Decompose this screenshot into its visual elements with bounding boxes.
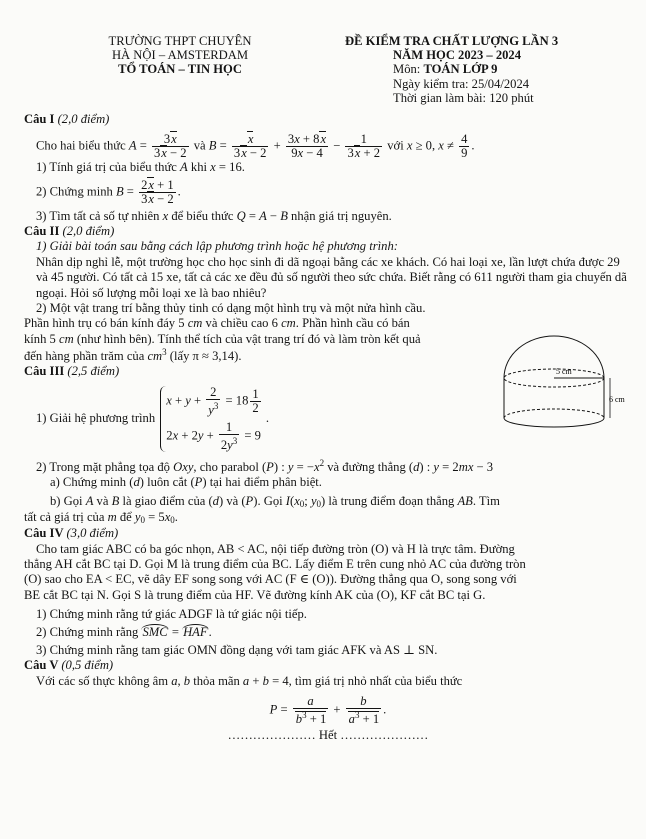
q1-part1: 1) Tính giá trị của biểu thức A khi x = 16. bbox=[36, 160, 245, 175]
q3-part1: 1) Giải hệ phương trình x + y + $\frac{2}{y^3}$ = 18 $\frac{1}{2}$ 2x + 2y + $\frac{1}{2y^3}$ = 9 . bbox=[36, 384, 269, 452]
q3-title: Câu III (2,5 điểm) bbox=[24, 364, 120, 379]
q2-part1-text: Nhân dịp nghỉ lễ, một trường học cho học sinh đi dã ngoại bằng các xe khách. Có hai loại xe, lần lượt chứa được 29 và 45 người. Có tất cả 15 xe, tất cả các xe đều đủ số người theo sức chứa. Biết rằng có 611 người tham gia chuyến dã ngoại. Hỏi số lượng mỗi loại xe là bao nhiêu? bbox=[36, 254, 627, 300]
school-name-1: TRƯỜNG THPT CHUYÊN bbox=[108, 34, 252, 48]
q1-part2: 2) Chứng minh B = $\frac{2x + 1}{3x - 2}$ . bbox=[36, 177, 181, 206]
q3-part2: 2) Trong mặt phẳng tọa độ Oxy, cho parabol (P) : $y = -x^2$ và đường thẳng (d) : y = 2mx − 3 bbox=[36, 457, 494, 474]
q4-part2: 2) Chứng minh rằng SMC = HAF. bbox=[36, 625, 212, 640]
bottom-front-arc bbox=[504, 418, 604, 427]
q1-title: Câu I (2,0 điểm) bbox=[24, 112, 110, 126]
department: TỔ TOÁN – TIN HỌC bbox=[118, 62, 242, 76]
q4-part1: 1) Chứng minh rằng tứ giác ADGF là tứ giác nội tiếp. bbox=[36, 607, 307, 622]
school-name-2: HÀ NỘI – AMSTERDAM bbox=[111, 48, 249, 62]
subject-label: Môn: bbox=[393, 62, 424, 77]
q2-part2: 2) Một vật trang trí bằng thủy tinh có dạng một hình trụ và một nửa hình cầu. Phần hình trụ có bán kính đáy 5 cm và chiều cao 6 cm. Phần hình cầu có bán kính 5 cm (như hình bên). Tính thể tích của vật trang trí đó và làm tròn kết quả đến hàng phần trăm của $cm^3$ (lấy π ≈ 3,14). bbox=[24, 300, 426, 363]
bottom-back-arc bbox=[504, 409, 604, 418]
school-header bbox=[80, 34, 280, 76]
q1-intro: Cho hai biểu thức A = $\frac{3x}{3x - 2}$ và B = $\frac{x}{3x - 2}$ + $\frac{3x + 8x}{9x - 4}$ − $\frac{1}{3x + 2}$ với x ≥ 0, x ≠ $\frac{4}{9}$ . bbox=[36, 132, 475, 161]
q4-line4: BE cắt BC tại N. Gọi S là trung điểm của HF. Vẽ đường kính AK của (O), KF cắt BC tại G. bbox=[24, 587, 486, 602]
q3-part2b-cont: tất cả giá trị của m để $y_0 = 5x_0$. bbox=[24, 510, 178, 526]
exam-end-marker: ………………… Hết ………………… bbox=[227, 727, 429, 742]
q2-part1-title: 1) Giải bài toán sau bằng cách lập phương trình hoặc hệ phương trình: bbox=[36, 239, 398, 254]
subject: TOÁN LỚP 9 bbox=[423, 62, 498, 77]
exam-header bbox=[345, 34, 635, 105]
height-label: 6 cm bbox=[609, 395, 625, 404]
exam-duration: Thời gian làm bài: 120 phút bbox=[393, 90, 534, 105]
subject-line bbox=[345, 62, 635, 76]
q4-line1: Cho tam giác ABC có ba góc nhọn, AB < AC, nội tiếp đường tròn (O) và H là trực tâm. Đường bbox=[36, 541, 515, 556]
q4-line2: thẳng AH cắt BC tại D. Gọi M là trung điểm của BC. Lấy điểm E trên cung nhỏ AC của đường tròn bbox=[24, 557, 526, 572]
equation-system: x + y + $\frac{2}{y^3}$ = 18 $\frac{1}{2}$ 2x + 2y + $\frac{1}{2y^3}$ = 9 bbox=[160, 386, 262, 452]
q3-part2a: a) Chứng minh (d) luôn cắt (P) tại hai điểm phân biệt. bbox=[50, 475, 322, 490]
exam-date: Ngày kiểm tra: 25/04/2024 bbox=[393, 76, 530, 91]
q2-title: Câu II (2,0 điểm) bbox=[24, 224, 115, 239]
exam-title: ĐỀ KIỂM TRA CHẤT LƯỢNG LẦN 3 bbox=[345, 34, 559, 48]
q5-text: Với các số thực không âm a, b thỏa mãn a + b = 4, tìm giá trị nhỏ nhất của biểu thức bbox=[36, 673, 463, 688]
q5-expression: P = $\frac{a}{b^3 + 1}$ + $\frac{b}{a^3 + 1}$ . bbox=[269, 693, 387, 726]
q5-title: Câu V (0,5 điểm) bbox=[24, 658, 114, 673]
q4-title: Câu IV (3,0 điểm) bbox=[24, 526, 119, 541]
q3-part2b: b) Gọi A và B là giao điểm của (d) và (P). Gọi $I(x_0$; $y_0$) là trung điểm đoạn thẳng AB. Tìm bbox=[50, 494, 500, 510]
q4-part3: 3) Chứng minh rằng tam giác OMN đồng dạng với tam giác AFK và AS ⊥ SN. bbox=[36, 642, 438, 657]
school-year: NĂM HỌC 2023 – 2024 bbox=[393, 48, 522, 63]
q1-part3: 3) Tìm tất cả số tự nhiên x để biểu thức Q = A − B nhận giá trị nguyên. bbox=[36, 208, 392, 223]
cylinder-hemisphere-figure bbox=[494, 330, 634, 430]
radius-label: 5 cm bbox=[556, 367, 572, 376]
q4-line3: (O) sao cho EA < EC, vẽ dây EF song song với AC (F ∈ (O)). Đường thẳng qua O, song song với bbox=[24, 572, 517, 587]
